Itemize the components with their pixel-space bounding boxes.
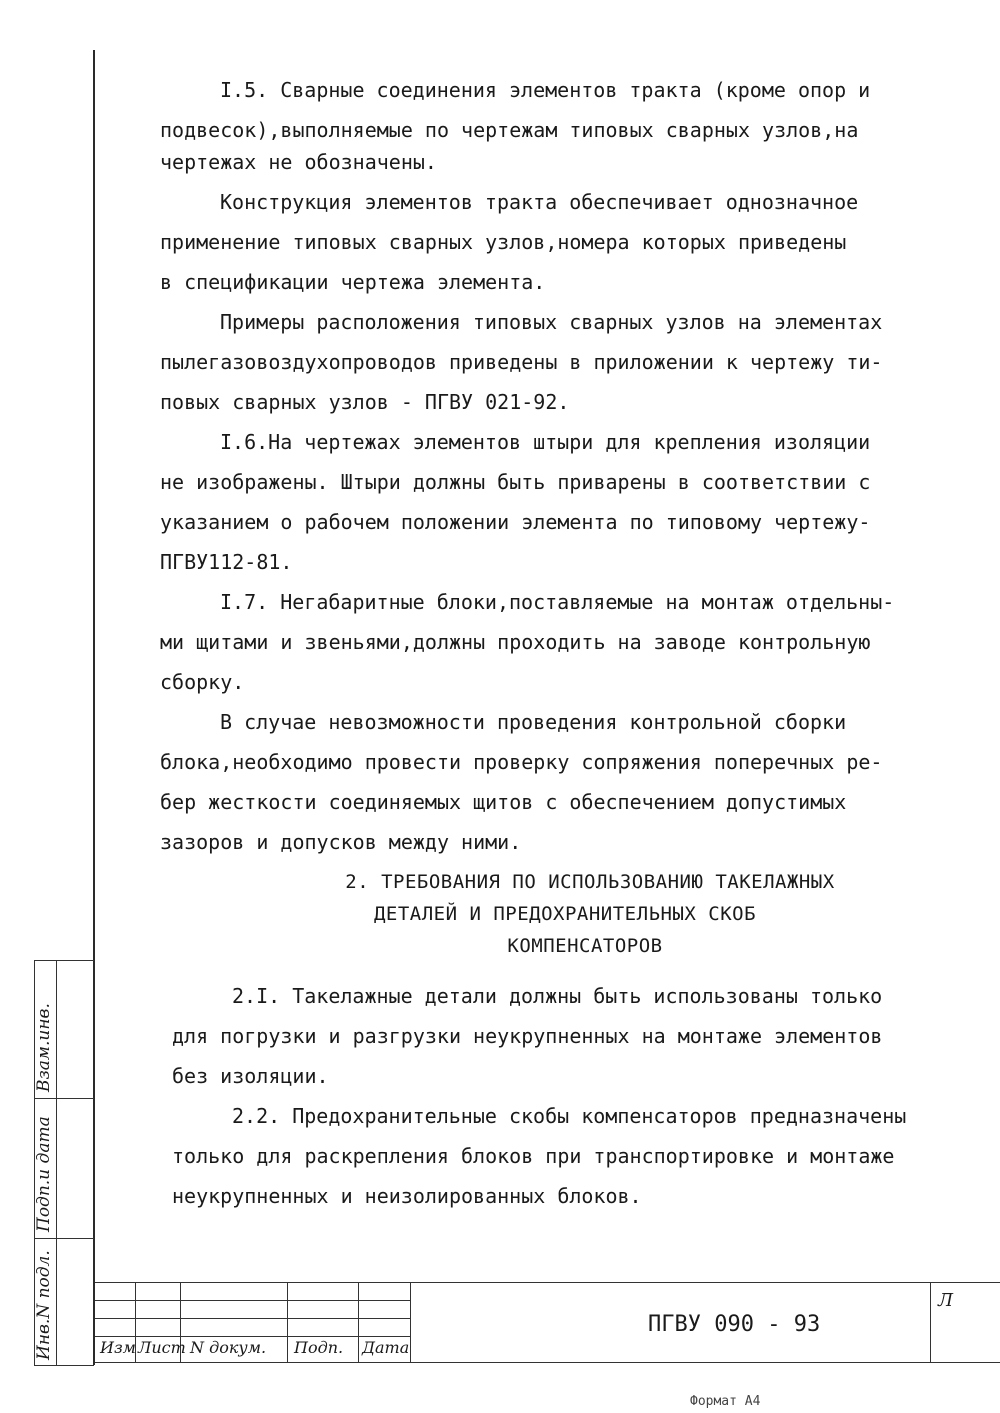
label-data: Дата xyxy=(362,1338,410,1357)
paragraph-1-6 xyxy=(160,422,920,582)
text-line: для погрузки и разгрузки неукрупненных на монтаже элементов xyxy=(172,1024,883,1048)
text-line: I.7. Негабаритные блоки,поставляемые на монтаж отдельны- xyxy=(220,590,895,614)
label-ndokum: N докум. xyxy=(190,1338,267,1357)
title-block-col-line xyxy=(287,1282,288,1362)
stamp-divider xyxy=(34,1098,94,1099)
label-list: Лист xyxy=(138,1338,186,1357)
text-line: повых сварных узлов - ПГВУ 021-92. xyxy=(160,390,570,414)
text-line: в спецификации чертежа элемента. xyxy=(160,270,546,294)
text-line: пылегазовоздухопроводов приведены в приложении к чертежу ти- xyxy=(160,350,883,374)
text-line: Примеры расположения типовых сварных узлов на элементах xyxy=(220,310,883,334)
label-podp: Подп. xyxy=(294,1338,344,1357)
paragraph-1-7 xyxy=(160,582,920,702)
title-block-col-line xyxy=(358,1282,359,1362)
title-block-row-line xyxy=(95,1300,410,1301)
title-block-top-line xyxy=(95,1282,1000,1283)
stamp-divider xyxy=(34,1365,94,1366)
text-line: бер жесткости соединяемых щитов с обеспечением допустимых xyxy=(160,790,847,814)
paragraph-1-7-case xyxy=(160,702,920,862)
page-frame-left-line xyxy=(93,50,95,1365)
text-line: 2.I. Такелажные детали должны быть использованы только xyxy=(232,984,883,1008)
title-block-row-line xyxy=(95,1336,410,1337)
paragraph-2-2 xyxy=(160,1096,920,1216)
text-line: применение типовых сварных узлов,номера которых приведены xyxy=(160,230,847,254)
stamp-divider xyxy=(34,1238,94,1239)
title-block-bottom-line xyxy=(95,1362,1000,1363)
text-line: 2.2. Предохранительные скобы компенсаторов предназначены xyxy=(232,1104,907,1128)
text-line: подвесок),выполняемые по чертежам типовых сварных узлов,на xyxy=(160,118,859,142)
paragraph-1-5-examples xyxy=(160,302,920,422)
text-line: блока,необходимо провести проверку сопряжения поперечных ре- xyxy=(160,750,883,774)
stamp-label-vzam-inv: Взам.инв. xyxy=(34,1003,54,1092)
text-line: не изображены. Штыри должны быть приварены в соответствии с xyxy=(160,470,871,494)
title-block-row-line xyxy=(95,1318,410,1319)
sheet-label: Л xyxy=(938,1290,954,1311)
stamp-label-podp-data: Подп.и дата xyxy=(34,1116,54,1232)
paragraph-1-5 xyxy=(160,70,920,182)
document-body xyxy=(160,70,920,1216)
paragraph-1-5-construction xyxy=(160,182,920,302)
paragraph-2-1 xyxy=(160,976,920,1096)
text-line: Конструкция элементов тракта обеспечивает однозначное xyxy=(220,190,859,214)
document-code: ПГВУ 090 - 93 xyxy=(648,1312,821,1337)
stamp-divider xyxy=(34,960,94,961)
text-line: указанием о рабочем положении элемента по типовому чертежу- xyxy=(160,510,871,534)
text-line: зазоров и допусков между ними. xyxy=(160,830,522,854)
format-label: Формат А4 xyxy=(690,1394,761,1409)
text-line: без изоляции. xyxy=(172,1064,329,1088)
heading-line: 2. ТРЕБОВАНИЯ ПО ИСПОЛЬЗОВАНИЮ ТАКЕЛАЖНЫХ xyxy=(345,871,835,893)
heading-line: КОМПЕНСАТОРОВ xyxy=(507,935,663,957)
text-line: I.6.На чертежах элементов штыри для крепления изоляции xyxy=(220,430,871,454)
heading-line: ДЕТАЛЕЙ И ПРЕДОХРАНИТЕЛЬНЫХ СКОБ xyxy=(373,903,757,925)
text-line: сборку. xyxy=(160,670,245,694)
section-2-heading xyxy=(160,866,920,962)
text-line: В случае невозможности проведения контрольной сборки xyxy=(220,710,847,734)
label-izm: Изм xyxy=(100,1338,136,1357)
text-line: только для раскрепления блоков при транспортировке и монтаже xyxy=(172,1144,895,1168)
text-line: чертежах не обозначены. xyxy=(160,150,437,174)
title-block-col-line xyxy=(930,1282,931,1362)
text-line: неукрупненных и неизолированных блоков. xyxy=(172,1184,642,1208)
text-line: ПГВУ112-81. xyxy=(160,550,293,574)
title-block-col-line xyxy=(410,1282,411,1362)
text-line: I.5. Сварные соединения элементов тракта (кроме опор и xyxy=(220,78,871,102)
stamp-label-inv-podl: Инв.N подл. xyxy=(34,1250,54,1360)
text-line: ми щитами и звеньями,должны проходить на заводе контрольную xyxy=(160,630,871,654)
stamp-inner-line xyxy=(56,960,57,1365)
